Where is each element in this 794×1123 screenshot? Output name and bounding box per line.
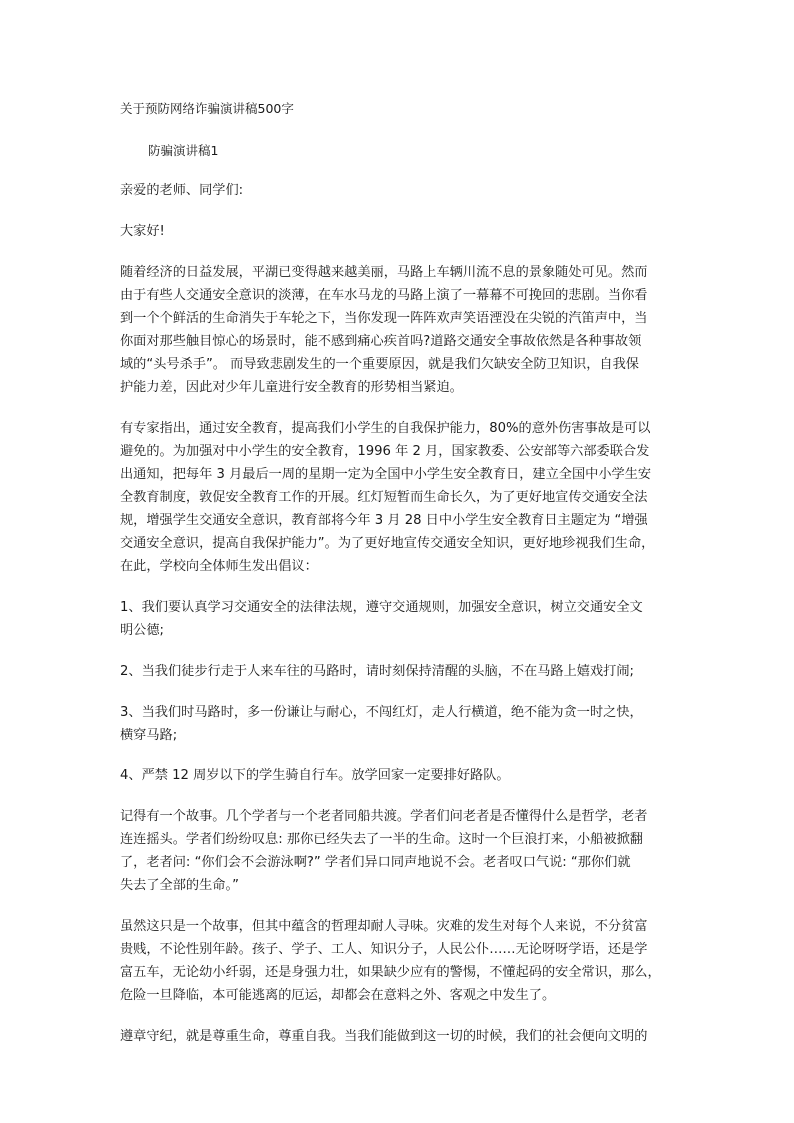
paragraph-line: 到一个个鲜活的生命消失于车轮之下，当你发现一阵阵欢声笑语湮没在尖锐的汽笛声中，当 <box>120 311 648 326</box>
paragraph-line: 贵贱，不论性别年龄。孩子、学子、工人、知识分子，人民公仆……无论呀呀学语，还是学 <box>120 942 648 957</box>
paragraph-line: 连连摇头。学者们纷纷叹息: 那你已经失去了一半的生命。这时一个巨浪打来，小船被掀翻 <box>120 832 643 847</box>
paragraph-line: 富五车，无论幼小纤弱，还是身强力壮，如果缺少应有的警惕，不懂起码的安全常识，那么， <box>120 965 661 980</box>
paragraph-line: 3、当我们时马路时，多一份谦让与耐心，不闯红灯，走人行横道，绝不能为贪一时之快， <box>120 705 643 720</box>
document-title: 关于预防网络诈骗演讲稿500字 <box>120 101 294 116</box>
paragraph-line: 了，老者问: “你们会不会游泳啊?” 学者们异口同声地说不会。老者叹口气说: “那你们就 <box>120 855 631 870</box>
paragraph-line: 危险一旦降临，本可能逃离的厄运，却都会在意料之外、客观之中发生了。 <box>120 988 556 1003</box>
paragraph-line: 由于有些人交通安全意识的淡薄，在车水马龙的马路上演了一幕幕不可挽回的悲剧。当你看 <box>120 288 648 303</box>
paragraph-line: 横穿马路; <box>120 728 178 743</box>
paragraph-line: 域的“头号杀手”。 而导致悲剧发生的一个重要原因，就是我们欠缺安全防卫知识，自我保 <box>120 357 639 372</box>
paragraph-line: 规，增强学生交通安全意识，教育部将今年 3 月 28 日中小学生安全教育日主题定为 “增强 <box>120 513 648 528</box>
paragraph-line: 1、我们要认真学习交通安全的法律法规，遵守交通规则，加强安全意识，树立交通安全文 <box>120 600 643 615</box>
paragraph-line: 有专家指出，通过安全教育，提高我们小学生的自我保护能力，80%的意外伤害事故是可以 <box>120 421 651 436</box>
speech-title: 防骗演讲稿1 <box>148 143 219 158</box>
greeting: 亲爱的老师、同学们: <box>120 183 244 198</box>
paragraph-line: 出通知，把每年 3 月最后一周的星期一定为全国中小学生安全教育日，建立全国中小学生安 <box>120 467 652 482</box>
paragraph-line: 虽然这只是一个故事，但其中蕴含的哲理却耐人寻味。灾难的发生对每个人来说，不分贫富 <box>120 919 648 934</box>
paragraph-line: 你面对那些触目惊心的场景时，能不感到痛心疾首吗?道路交通安全事故依然是各种事故领 <box>120 334 642 349</box>
paragraph-line: 全教育制度，敦促安全教育工作的开展。红灯短暂而生命长久，为了更好地宣传交通安全法 <box>120 490 648 505</box>
paragraph-line: 遵章守纪，就是尊重生命，尊重自我。当我们能做到这一切的时候，我们的社会便向文明的 <box>120 1029 648 1044</box>
paragraph-line: 4、严禁 12 周岁以下的学生骑自行车。放学回家一定要排好路队。 <box>120 768 510 783</box>
paragraph-line: 在此，学校向全体师生发出倡议： <box>120 559 318 574</box>
paragraph-line: 避免的。为加强对中小学生的安全教育，1996 年 2 月，国家教委、公安部等六部委联合发 <box>120 444 650 459</box>
paragraph-line: 随着经济的日益发展，平湖已变得越来越美丽，马路上车辆川流不息的景象随处可见。然而 <box>120 265 648 280</box>
paragraph-line: 2、当我们徒步行走于人来车往的马路时，请时刻保持清醒的头脑，不在马路上嬉戏打闹; <box>120 664 634 679</box>
paragraph-line: 记得有一个故事。几个学者与一个老者同船共渡。学者们问老者是否懂得什么是哲学，老者 <box>120 809 648 824</box>
paragraph-line: 护能力差，因此对少年儿童进行安全教育的形势相当紧迫。 <box>120 380 463 395</box>
paragraph-line: 交通安全意识，提高自我保护能力”。为了更好地宣传交通安全知识，更好地珍视我们生命， <box>120 536 655 551</box>
paragraph-line: 明公德; <box>120 623 165 638</box>
salutation: 大家好! <box>120 224 165 239</box>
paragraph-line: 失去了全部的生命。” <box>120 878 239 893</box>
